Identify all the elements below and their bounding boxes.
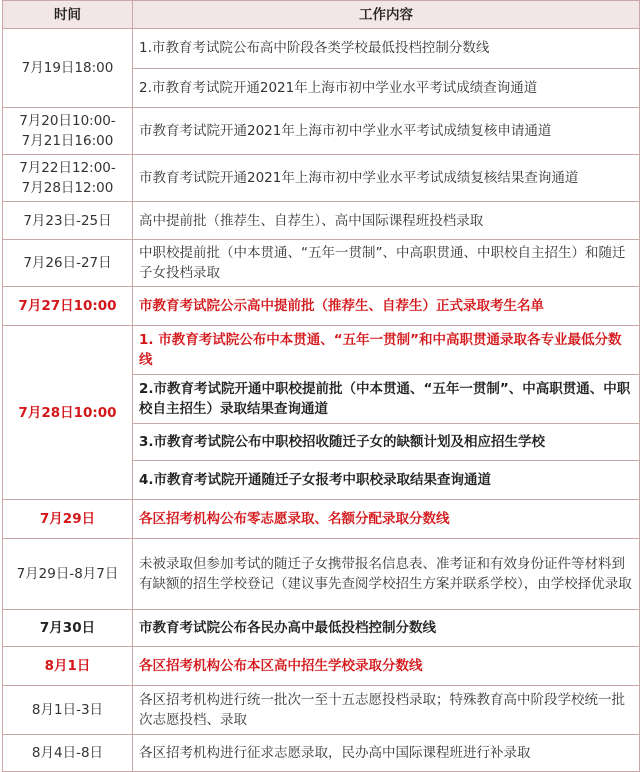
table-row bbox=[3, 735, 640, 772]
content-cell: 3.市教育考试院公布中职校招收随迁子女的缺额计划及相应招生学校 bbox=[133, 424, 640, 461]
content-cell: 2.市教育考试院开通中职校提前批（中本贯通、“五年一贯制”、中高职贯通、中职校自主招生）录取结果查询通道 bbox=[133, 375, 640, 424]
time-cell: 7月29日 bbox=[3, 500, 133, 539]
time-cell: 8月4日-8日 bbox=[3, 735, 133, 772]
content-cell: 各区招考机构进行征求志愿录取，民办高中国际课程班进行补录取 bbox=[133, 735, 640, 772]
content-cell: 4.市教育考试院开通随迁子女报考中职校录取结果查询通道 bbox=[133, 461, 640, 500]
time-cell: 7月29日-8月7日 bbox=[3, 539, 133, 610]
header-row bbox=[3, 1, 640, 29]
time-cell bbox=[3, 155, 133, 202]
table-row bbox=[3, 500, 640, 539]
table-row bbox=[3, 610, 640, 647]
table-row bbox=[3, 647, 640, 686]
table-row bbox=[3, 287, 640, 326]
table-row bbox=[3, 240, 640, 287]
schedule-table bbox=[2, 0, 640, 772]
table-row bbox=[3, 686, 640, 735]
table-row bbox=[3, 155, 640, 202]
time-cell: 7月19日18:00 bbox=[3, 29, 133, 108]
table-row bbox=[3, 108, 640, 155]
content-cell: 高中提前批（推荐生、自荐生）、高中国际课程班投档录取 bbox=[133, 202, 640, 240]
time-line: 7月22日12:00- bbox=[19, 160, 116, 176]
table-row bbox=[3, 326, 640, 375]
time-line: 7月21日16:00 bbox=[21, 133, 114, 149]
time-line: 7月20日10:00- bbox=[19, 113, 116, 129]
time-cell: 7月27日10:00 bbox=[3, 287, 133, 326]
content-cell: 市教育考试院开通2021年上海市初中学业水平考试成绩复核申请通道 bbox=[133, 108, 640, 155]
content-cell: 1.市教育考试院公布高中阶段各类学校最低投档控制分数线 bbox=[133, 29, 640, 69]
time-cell: 8月1日 bbox=[3, 647, 133, 686]
content-cell: 各区招考机构公布零志愿录取、名额分配录取分数线 bbox=[133, 500, 640, 539]
table-row bbox=[3, 29, 640, 69]
table-row bbox=[3, 202, 640, 240]
content-cell: 未被录取但参加考试的随迁子女携带报名信息表、准考证和有效身份证件等材料到有缺额的招生学校登记（建议事先查阅学校招生方案并联系学校），由学校择优录取 bbox=[133, 539, 640, 610]
table-row bbox=[3, 539, 640, 610]
content-cell: 2.市教育考试院开通2021年上海市初中学业水平考试成绩查询通道 bbox=[133, 68, 640, 108]
content-cell: 中职校提前批（中本贯通、“五年一贯制”、中高职贯通、中职校自主招生）和随迁子女投档录取 bbox=[133, 240, 640, 287]
time-cell: 8月1日-3日 bbox=[3, 686, 133, 735]
header-content: 工作内容 bbox=[133, 1, 640, 29]
time-cell bbox=[3, 108, 133, 155]
content-cell: 各区招考机构公布本区高中招生学校录取分数线 bbox=[133, 647, 640, 686]
time-cell: 7月28日10:00 bbox=[3, 326, 133, 500]
header-time: 时间 bbox=[3, 1, 133, 29]
content-cell: 市教育考试院公布各民办高中最低投档控制分数线 bbox=[133, 610, 640, 647]
content-cell: 市教育考试院开通2021年上海市初中学业水平考试成绩复核结果查询通道 bbox=[133, 155, 640, 202]
content-cell: 各区招考机构进行统一批次一至十五志愿投档录取；特殊教育高中阶段学校统一批次志愿投档、录取 bbox=[133, 686, 640, 735]
time-cell: 7月26日-27日 bbox=[3, 240, 133, 287]
time-cell: 7月30日 bbox=[3, 610, 133, 647]
content-cell: 1. 市教育考试院公布中本贯通、“五年一贯制”和中高职贯通录取各专业最低分数线 bbox=[133, 326, 640, 375]
content-cell: 市教育考试院公示高中提前批（推荐生、自荐生）正式录取考生名单 bbox=[133, 287, 640, 326]
time-line: 7月28日12:00 bbox=[21, 180, 114, 196]
time-cell: 7月23日-25日 bbox=[3, 202, 133, 240]
